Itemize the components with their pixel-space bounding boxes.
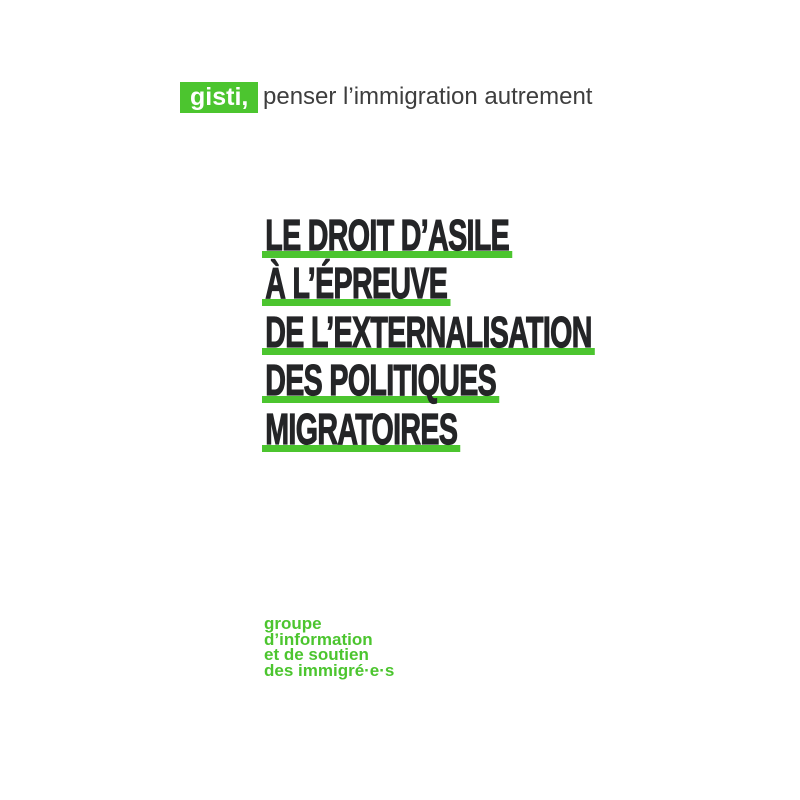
- title-line: [267, 406, 769, 454]
- title-line: [267, 357, 769, 405]
- title-line: [267, 309, 769, 357]
- publisher-line: des immigré·e·s: [264, 661, 395, 681]
- gisti-logo-text: gisti,: [190, 83, 249, 111]
- brand-header: [0, 82, 800, 113]
- title-line: [267, 212, 769, 260]
- title-line-text: MIGRATOIRES: [262, 406, 461, 454]
- cover-title: [267, 212, 769, 454]
- brand-tagline: penser l’immigration autrement: [263, 83, 593, 110]
- publisher-line: groupe: [264, 614, 322, 633]
- title-line-text: À L’ÉPREUVE: [262, 260, 450, 308]
- publisher-line: d’information: [264, 629, 373, 649]
- title-line-text: LE DROIT D’ASILE: [262, 212, 512, 260]
- title-line-text: DES POLITIQUES: [262, 357, 499, 405]
- publisher-block: [264, 616, 394, 679]
- gisti-logo-badge: [180, 82, 258, 113]
- title-line: [267, 260, 769, 308]
- publisher-line: et de soutien: [264, 645, 369, 665]
- title-line-text: DE L’EXTERNALISATION: [262, 309, 595, 357]
